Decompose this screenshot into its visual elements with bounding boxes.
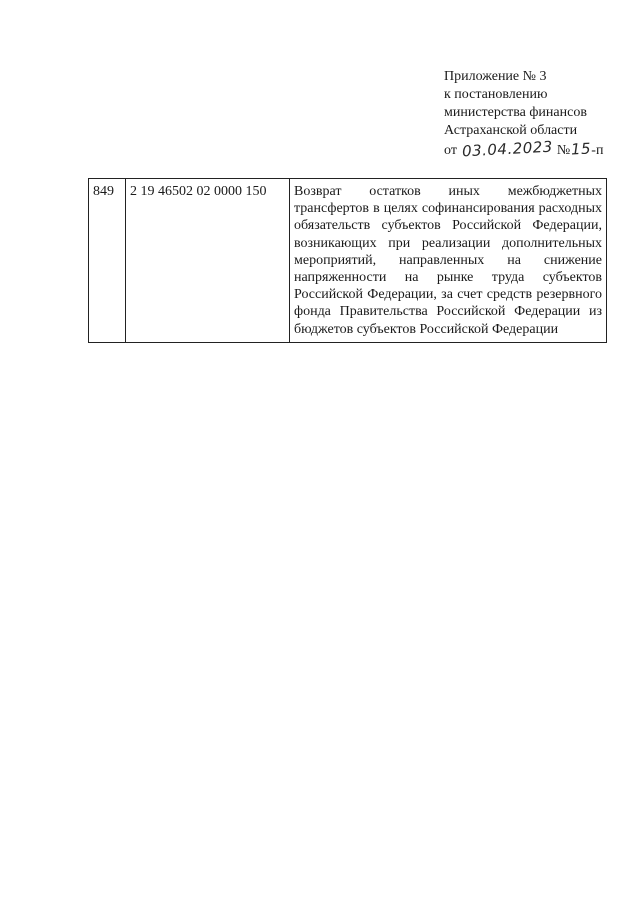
budget-codes-table [88, 178, 607, 343]
admin-code-cell: 849 [89, 179, 126, 343]
handwritten-number: 15 [570, 139, 592, 159]
income-name-cell: Возврат остатков иных межбюджетных трансфертов в целях софинансирования расходных обязательств субъектов Российской Федерации, возникающих при реализации дополнительных мероприятий, направленных на снижение напряженности на рынке труда субъектов Российской Федерации, за счет средств резервного фонда Правительства Российской Федерации из бюджетов субъектов Российской Федерации [290, 179, 607, 343]
date-prefix: от [444, 143, 457, 158]
region-name: Астраханской области [444, 123, 578, 138]
appendix-header [444, 68, 634, 160]
number-prefix: № [556, 143, 571, 158]
resolution-reference: к постановлению [444, 87, 548, 102]
handwritten-date: 03.04.2023 [462, 137, 554, 161]
number-suffix: -п [591, 143, 604, 158]
budget-code-cell: 2 19 46502 02 0000 150 [126, 179, 290, 343]
ministry-name: министерства финансов [444, 105, 587, 120]
resolution-date-line [444, 137, 634, 161]
appendix-title: Приложение № 3 [444, 69, 547, 84]
table-row [89, 179, 607, 343]
